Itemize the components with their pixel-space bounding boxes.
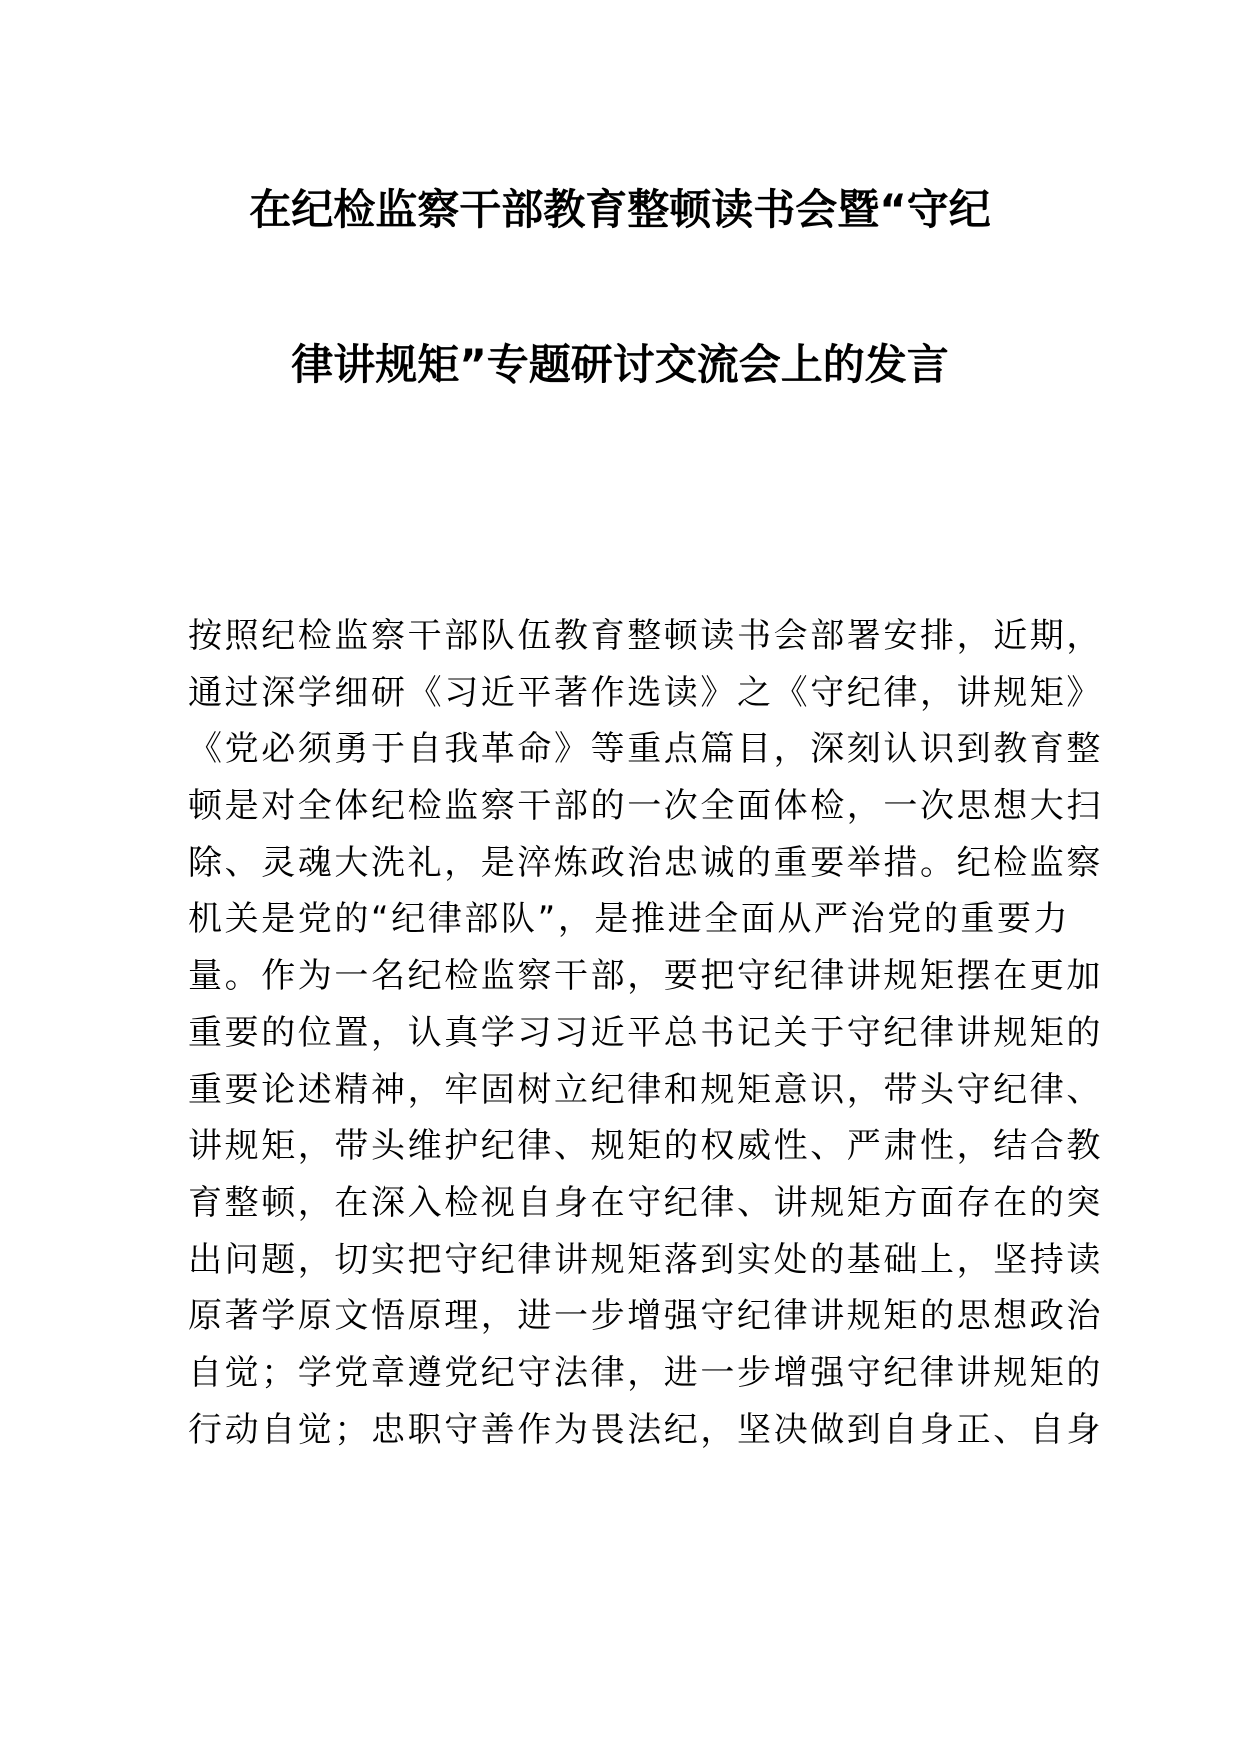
body-line-12: 出问题，切实把守纪律讲规矩落到实处的基础上，坚持读: [188, 1239, 1103, 1280]
body-line-6: 机关是党的“纪律部队”，是推进全面从严治党的重要力: [188, 899, 1071, 940]
body-line-11: 育整顿，在深入检视自身在守纪律、讲规矩方面存在的突: [188, 1182, 1103, 1223]
body-line-7: 量。作为一名纪检监察干部，要把守纪律讲规矩摆在更加: [188, 956, 1103, 997]
body-paragraph: [188, 608, 1103, 1458]
body-line-8: 重要的位置，认真学习习近平总书记关于守纪律讲规矩的: [188, 1012, 1103, 1053]
body-line-13: 原著学原文悟原理，进一步增强守纪律讲规矩的思想政治: [188, 1296, 1103, 1337]
body-line-14: 自觉；学党章遵党纪守法律，进一步增强守纪律讲规矩的: [188, 1352, 1103, 1393]
title-line-1: 在纪检监察干部教育整顿读书会暨“守纪: [249, 185, 991, 234]
document-title: [150, 186, 1090, 389]
body-line-5: 除、灵魂大洗礼，是淬炼政治忠诚的重要举措。纪检监察: [188, 842, 1103, 883]
body-line-2: 通过深学细研《习近平著作选读》之《守纪律，讲规矩》: [188, 672, 1103, 713]
body-line-15: 行动自觉；忠职守善作为畏法纪，坚决做到自身正、自身: [188, 1409, 1103, 1450]
title-line-2: 律讲规矩”专题研讨交流会上的发言: [291, 340, 949, 389]
body-line-10: 讲规矩，带头维护纪律、规矩的权威性、严肃性，结合教: [188, 1126, 1103, 1167]
body-line-4: 顿是对全体纪检监察干部的一次全面体检，一次思想大扫: [188, 786, 1103, 827]
body-line-1: 按照纪检监察干部队伍教育整顿读书会部署安排，近期，: [188, 616, 1103, 656]
body-line-9: 重要论述精神，牢固树立纪律和规矩意识，带头守纪律、: [188, 1069, 1103, 1110]
body-line-3: 《党必须勇于自我革命》等重点篇目，深刻认识到教育整: [188, 729, 1103, 770]
